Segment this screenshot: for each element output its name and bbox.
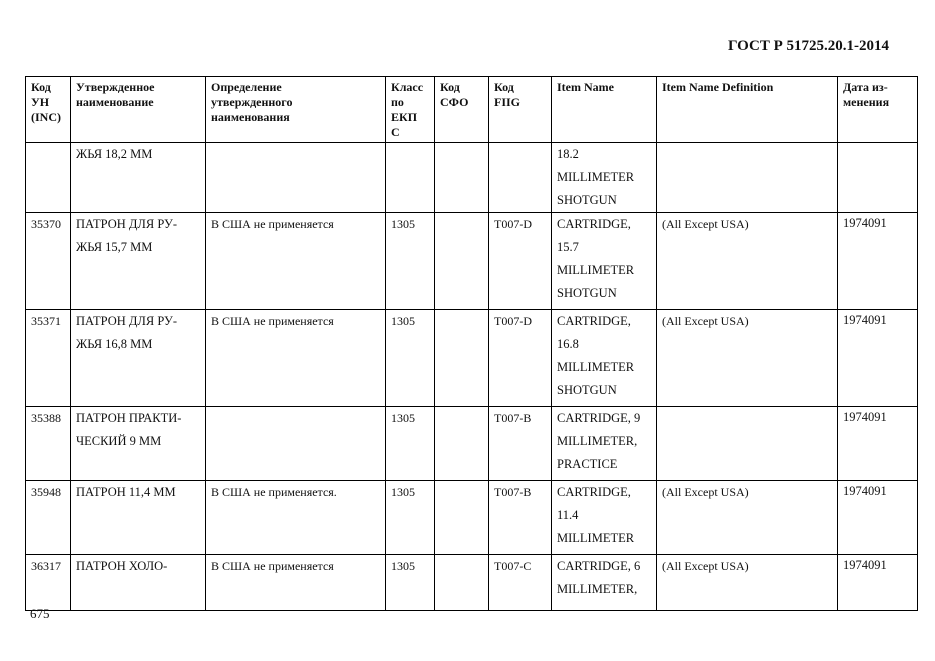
cell-approved-name: ПАТРОН ДЛЯ РУ- ЖЬЯ 16,8 ММ [71, 310, 206, 407]
table-row [26, 555, 918, 611]
cell-fiig: T007-D [489, 213, 552, 310]
cell-date: 1974091 [838, 555, 918, 611]
cell-sfo [435, 407, 489, 481]
cell-class: 1305 [386, 555, 435, 611]
cell-date: 1974091 [838, 481, 918, 555]
cell-class [386, 143, 435, 213]
cell-inc: 35388 [26, 407, 71, 481]
cell-class: 1305 [386, 310, 435, 407]
cell-item-name: CARTRIDGE, 15.7 MILLIMETER SHOTGUN [552, 213, 657, 310]
cell-item-def: (All Except USA) [657, 213, 838, 310]
cell-sfo [435, 481, 489, 555]
cell-fiig: T007-B [489, 407, 552, 481]
cell-approved-name: ПАТРОН ХОЛО- [71, 555, 206, 611]
cell-item-name: 18.2 MILLIMETER SHOTGUN [552, 143, 657, 213]
cell-class: 1305 [386, 481, 435, 555]
cell-class: 1305 [386, 407, 435, 481]
cell-definition [206, 143, 386, 213]
cell-approved-name: ПАТРОН 11,4 ММ [71, 481, 206, 555]
cell-fiig [489, 143, 552, 213]
cell-class: 1305 [386, 213, 435, 310]
cell-fiig: T007-D [489, 310, 552, 407]
cell-item-name: CARTRIDGE, 11.4 MILLIMETER [552, 481, 657, 555]
cell-date: 1974091 [838, 407, 918, 481]
cell-inc: 36317 [26, 555, 71, 611]
cell-item-def: (All Except USA) [657, 481, 838, 555]
cell-inc [26, 143, 71, 213]
table-row [26, 213, 918, 310]
col-header-definition: Определение утвержденного наименования [206, 77, 386, 143]
cell-inc: 35371 [26, 310, 71, 407]
cell-approved-name: ПАТРОН ПРАКТИ- ЧЕСКИЙ 9 ММ [71, 407, 206, 481]
col-header-approved-name: Утвержденное наименование [71, 77, 206, 143]
document-header: ГОСТ Р 51725.20.1-2014 [727, 38, 889, 54]
cell-sfo [435, 213, 489, 310]
table-header-row [26, 77, 918, 143]
page-number: 675 [30, 606, 50, 621]
cell-approved-name: ПАТРОН ДЛЯ РУ- ЖЬЯ 15,7 ММ [71, 213, 206, 310]
cell-item-def: (All Except USA) [657, 310, 838, 407]
cell-approved-name: ЖЬЯ 18,2 ММ [71, 143, 206, 213]
table-row [26, 310, 918, 407]
cell-fiig: T007-B [489, 481, 552, 555]
col-header-date: Дата из- менения [838, 77, 918, 143]
cell-item-name: CARTRIDGE, 6 MILLIMETER, [552, 555, 657, 611]
cell-item-name: CARTRIDGE, 16.8 MILLIMETER SHOTGUN [552, 310, 657, 407]
cell-sfo [435, 310, 489, 407]
table-row [26, 143, 918, 213]
col-header-sfo: Код СФО [435, 77, 489, 143]
cell-inc: 35948 [26, 481, 71, 555]
table-row [26, 481, 918, 555]
cell-item-def [657, 407, 838, 481]
col-header-inc: Код УН (INC) [26, 77, 71, 143]
col-header-item-def: Item Name Definition [657, 77, 838, 143]
cell-definition: В США не применяется [206, 555, 386, 611]
cell-definition: В США не применяется. [206, 481, 386, 555]
cell-definition: В США не применяется [206, 213, 386, 310]
cell-item-name: CARTRIDGE, 9 MILLIMETER, PRACTICE [552, 407, 657, 481]
col-header-item-name: Item Name [552, 77, 657, 143]
cell-fiig: T007-C [489, 555, 552, 611]
cell-item-def [657, 143, 838, 213]
cell-item-def: (All Except USA) [657, 555, 838, 611]
cell-sfo [435, 143, 489, 213]
col-header-class: Класс по ЕКП С [386, 77, 435, 143]
cell-date: 1974091 [838, 310, 918, 407]
col-header-fiig: Код FIIG [489, 77, 552, 143]
cell-date [838, 143, 918, 213]
cell-sfo [435, 555, 489, 611]
cell-inc: 35370 [26, 213, 71, 310]
cell-definition [206, 407, 386, 481]
catalog-table [25, 76, 918, 611]
table-row [26, 407, 918, 481]
cell-date: 1974091 [838, 213, 918, 310]
cell-definition: В США не применяется [206, 310, 386, 407]
